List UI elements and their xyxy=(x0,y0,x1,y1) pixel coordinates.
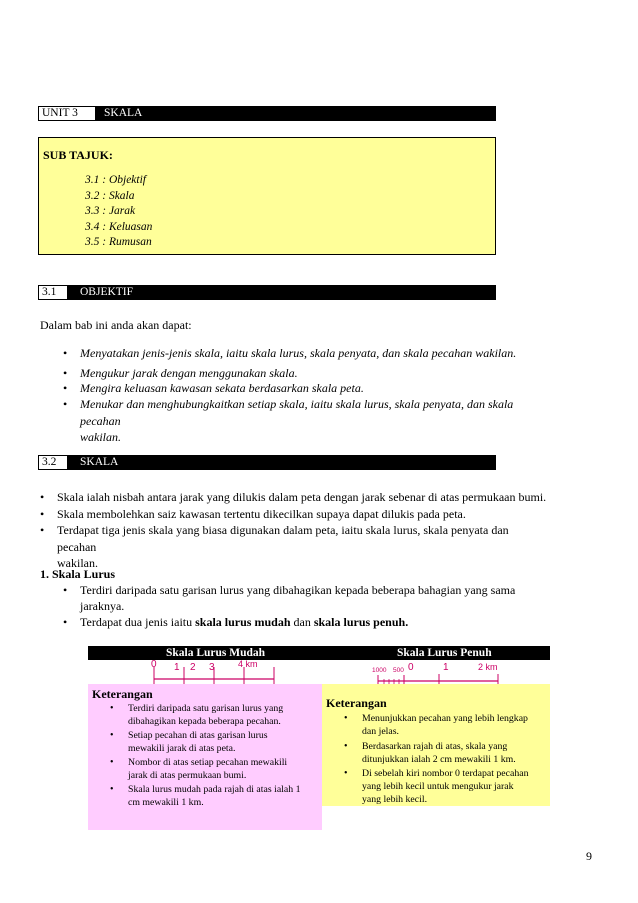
full-scale-label: 500 xyxy=(393,667,404,674)
section-number: 3.2 xyxy=(39,456,67,469)
page-number: 9 xyxy=(586,849,592,863)
section-title: SKALA xyxy=(80,456,119,468)
sub-tajuk-label: SUB TAJUK: xyxy=(43,148,113,162)
figure-title-bar xyxy=(88,646,550,660)
objektif-intro: Dalam bab ini anda akan dapat: xyxy=(40,318,192,332)
section-title: OBJEKTIF xyxy=(80,286,134,298)
types-mid: dan xyxy=(290,615,314,629)
types-prefix: Terdapat dua jenis iaitu xyxy=(80,615,196,629)
skala-lurus-heading: 1. Skala Lurus xyxy=(40,567,116,581)
sub-tajuk-item: 3.3 : Jarak xyxy=(85,205,136,217)
unit-title: SKALA xyxy=(104,107,143,119)
full-scale-label: 1 xyxy=(443,662,449,673)
section-3-1-header xyxy=(38,285,496,300)
simple-scale-label: 3 xyxy=(209,662,215,673)
full-scale-bar xyxy=(372,662,498,686)
simple-scale-label: 4 km xyxy=(238,660,258,669)
sub-tajuk-item: 3.1 : Objektif xyxy=(85,174,146,186)
type-simple: skala lurus mudah xyxy=(195,615,291,629)
type-full: skala lurus penuh. xyxy=(313,615,409,629)
keterangan-title: Keterangan xyxy=(326,696,387,710)
simple-scale-label: 0 xyxy=(151,660,157,670)
simple-scale-label: 2 xyxy=(190,662,196,673)
full-scale-title: Skala Lurus Penuh xyxy=(397,647,492,659)
sub-tajuk-item: 3.5 : Rumusan xyxy=(85,236,152,248)
unit-header-bar xyxy=(38,106,496,121)
full-scale-label: 1000 xyxy=(372,667,387,674)
scale-drawings xyxy=(88,660,550,686)
simple-scale-title: Skala Lurus Mudah xyxy=(166,647,266,659)
sub-tajuk-box xyxy=(38,137,496,255)
simple-scale-label: 1 xyxy=(174,662,180,673)
unit-number: UNIT 3 xyxy=(39,107,95,120)
simple-scale-bar xyxy=(151,660,274,685)
section-number: 3.1 xyxy=(39,286,67,299)
full-scale-label: 2 km xyxy=(478,662,498,672)
full-scale-label: 0 xyxy=(408,662,414,673)
keterangan-title: Keterangan xyxy=(92,687,153,701)
sub-tajuk-list xyxy=(85,173,152,251)
simple-scale-keterangan: Keterangan • Terdiri daripada satu garisan lurus yang dibahagikan kepada beberapa pecahan. • Setiap pecahan di atas garisan lurus mewakili jarak di atas peta. • Nombor di atas setiap pecahan mewakili jarak di atas permukaan bumi. • Skala lurus mudah pada rajah di atas ialah 1 cm mewakili 1 km. xyxy=(88,684,322,830)
sub-tajuk-item: 3.4 : Keluasan xyxy=(85,220,153,233)
section-3-2-header xyxy=(38,455,496,470)
sub-tajuk-item: 3.2 : Skala xyxy=(85,189,135,202)
full-scale-keterangan: Keterangan • Menunjukkan pecahan yang lebih lengkap dan jelas. • Berdasarkan rajah di atas, skala yang ditunjukkan ialah 2 cm mewakili 1 km. • Di sebelah kiri nombor 0 terdapat pecahan yang lebih kecil untuk mengukur jarak yang lebih kecil. xyxy=(322,684,550,806)
